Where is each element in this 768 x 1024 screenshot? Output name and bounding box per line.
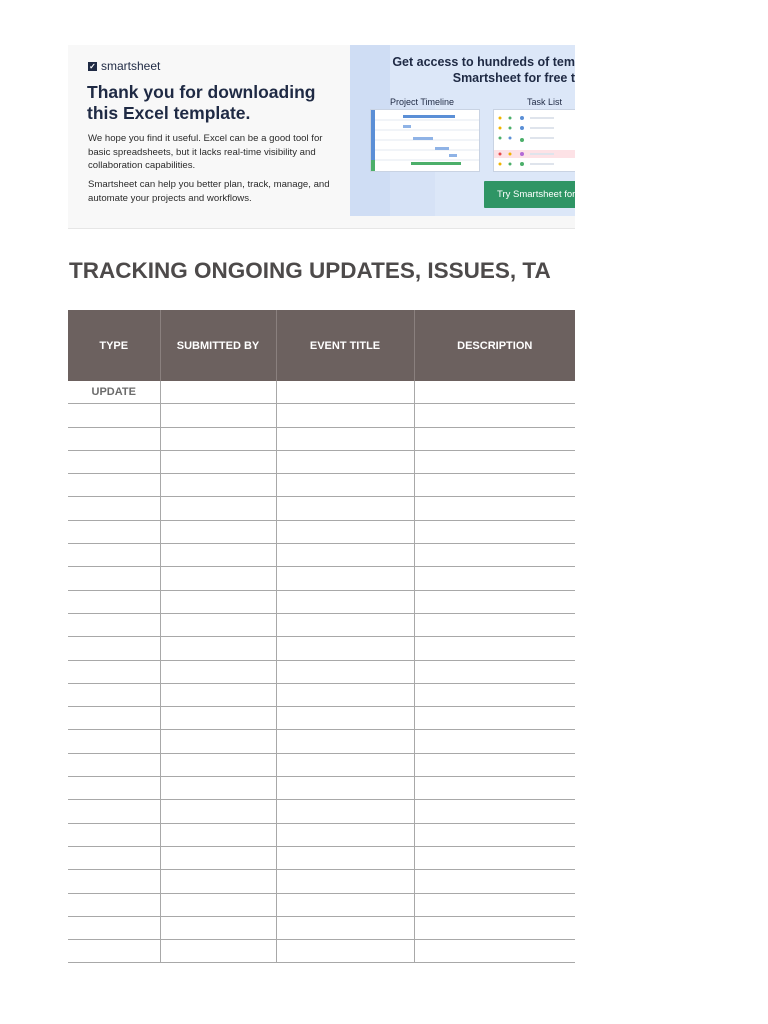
submitted-by-cell[interactable]: [160, 613, 276, 636]
type-cell[interactable]: [68, 916, 160, 939]
event-title-cell[interactable]: [276, 637, 414, 660]
event-title-cell[interactable]: [276, 660, 414, 683]
description-cell[interactable]: [414, 590, 575, 613]
description-cell[interactable]: [414, 450, 575, 473]
event-title-cell[interactable]: [276, 730, 414, 753]
event-title-cell[interactable]: [276, 753, 414, 776]
event-title-cell[interactable]: [276, 450, 414, 473]
submitted-by-cell[interactable]: [160, 497, 276, 520]
type-cell[interactable]: [68, 544, 160, 567]
description-cell[interactable]: [414, 497, 575, 520]
description-cell[interactable]: [414, 730, 575, 753]
column-header-description[interactable]: DESCRIPTION: [414, 310, 575, 381]
submitted-by-cell[interactable]: [160, 544, 276, 567]
type-cell[interactable]: [68, 683, 160, 706]
timeline-preview-graphic: [371, 110, 479, 171]
table-row: [68, 870, 575, 893]
table-row: [68, 916, 575, 939]
table-row: [68, 450, 575, 473]
table-row: [68, 613, 575, 636]
table-row: [68, 567, 575, 590]
table-row: [68, 474, 575, 497]
description-cell[interactable]: [414, 893, 575, 916]
promo-line-1: Get access to hundreds of tem: [392, 55, 575, 69]
submitted-by-cell[interactable]: [160, 707, 276, 730]
type-cell[interactable]: [68, 730, 160, 753]
banner-message-panel: [68, 45, 350, 228]
event-title-cell[interactable]: [276, 427, 414, 450]
table-body: [68, 381, 575, 963]
description-cell[interactable]: [414, 381, 575, 404]
type-cell[interactable]: [68, 404, 160, 427]
event-title-cell[interactable]: [276, 707, 414, 730]
promo-headline: [392, 54, 575, 86]
table-row: [68, 683, 575, 706]
column-header-type[interactable]: TYPE: [68, 310, 160, 381]
task-list-label: Task List: [527, 97, 563, 107]
table-row: [68, 544, 575, 567]
description-cell[interactable]: [414, 800, 575, 823]
event-title-cell[interactable]: [276, 940, 414, 963]
submitted-by-cell[interactable]: [160, 916, 276, 939]
description-cell[interactable]: [414, 544, 575, 567]
description-cell[interactable]: [414, 613, 575, 636]
submitted-by-cell[interactable]: [160, 940, 276, 963]
table-row: [68, 846, 575, 869]
type-cell[interactable]: [68, 940, 160, 963]
submitted-by-cell[interactable]: [160, 381, 276, 404]
checkbox-logo-icon: ✓: [89, 61, 96, 71]
submitted-by-cell[interactable]: [160, 404, 276, 427]
table-row: [68, 753, 575, 776]
thank-you-heading: Thank you for downloading this Excel template.: [87, 82, 316, 123]
table-row: [68, 777, 575, 800]
submitted-by-cell[interactable]: [160, 474, 276, 497]
table-row: [68, 404, 575, 427]
type-cell[interactable]: [68, 427, 160, 450]
description-cell[interactable]: [414, 870, 575, 893]
promo-line-2: Smartsheet for free t: [452, 71, 575, 85]
smartsheet-logo: [88, 59, 160, 73]
submitted-by-cell[interactable]: [160, 660, 276, 683]
type-cell[interactable]: [68, 753, 160, 776]
submitted-by-cell[interactable]: [160, 567, 276, 590]
table-row: [68, 800, 575, 823]
event-title-cell[interactable]: [276, 893, 414, 916]
description-cell[interactable]: [414, 637, 575, 660]
table-row: [68, 660, 575, 683]
column-header-submitted-by[interactable]: SUBMITTED BY: [160, 310, 276, 381]
description-cell[interactable]: [414, 660, 575, 683]
type-cell[interactable]: [68, 846, 160, 869]
try-smartsheet-button[interactable]: Try Smartsheet for: [484, 181, 575, 208]
submitted-by-cell[interactable]: [160, 450, 276, 473]
submitted-by-cell[interactable]: [160, 520, 276, 543]
submitted-by-cell[interactable]: [160, 590, 276, 613]
submitted-by-cell[interactable]: [160, 800, 276, 823]
project-timeline-label: Project Timeline: [390, 97, 455, 107]
event-title-cell[interactable]: [276, 590, 414, 613]
banner-paragraph-2: Smartsheet can help you better plan, track, manage, and automate your projects and workflows.: [88, 179, 330, 204]
table-row: [68, 497, 575, 520]
submitted-by-cell[interactable]: [160, 730, 276, 753]
table-row: [68, 893, 575, 916]
description-cell[interactable]: [414, 753, 575, 776]
tracking-table-container: [68, 310, 575, 963]
event-title-cell[interactable]: [276, 404, 414, 427]
description-cell[interactable]: [414, 707, 575, 730]
event-title-cell[interactable]: [276, 474, 414, 497]
submitted-by-cell[interactable]: [160, 777, 276, 800]
submitted-by-cell[interactable]: [160, 427, 276, 450]
tracking-table: [68, 310, 575, 963]
project-timeline-preview: [370, 109, 480, 172]
type-cell[interactable]: [68, 800, 160, 823]
description-cell[interactable]: [414, 846, 575, 869]
column-header-event-title[interactable]: EVENT TITLE: [276, 310, 414, 381]
type-cell[interactable]: [68, 613, 160, 636]
event-title-cell[interactable]: [276, 683, 414, 706]
banner-promo-panel: [350, 45, 575, 216]
table-row: [68, 823, 575, 846]
submitted-by-cell[interactable]: [160, 683, 276, 706]
type-cell[interactable]: [68, 777, 160, 800]
type-cell[interactable]: [68, 637, 160, 660]
submitted-by-cell[interactable]: [160, 893, 276, 916]
description-cell[interactable]: [414, 823, 575, 846]
table-row: [68, 590, 575, 613]
description-cell[interactable]: [414, 474, 575, 497]
event-title-cell[interactable]: [276, 544, 414, 567]
submitted-by-cell[interactable]: [160, 870, 276, 893]
description-cell[interactable]: [414, 777, 575, 800]
logo-text: smartsheet: [101, 59, 161, 73]
table-row: [68, 427, 575, 450]
type-cell[interactable]: [68, 893, 160, 916]
event-title-cell[interactable]: [276, 916, 414, 939]
table-row: [68, 381, 575, 404]
table-row: [68, 520, 575, 543]
event-title-cell[interactable]: [276, 613, 414, 636]
event-title-cell[interactable]: [276, 567, 414, 590]
type-cell[interactable]: [68, 567, 160, 590]
type-cell[interactable]: [68, 823, 160, 846]
table-row: [68, 940, 575, 963]
description-cell[interactable]: [414, 567, 575, 590]
table-row: [68, 637, 575, 660]
event-title-cell[interactable]: [276, 823, 414, 846]
submitted-by-cell[interactable]: [160, 753, 276, 776]
description-cell[interactable]: [414, 427, 575, 450]
description-cell[interactable]: [414, 916, 575, 939]
smartsheet-banner[interactable]: [68, 45, 575, 229]
table-row: [68, 707, 575, 730]
event-title-cell[interactable]: [276, 497, 414, 520]
type-cell[interactable]: [68, 590, 160, 613]
table-row: [68, 730, 575, 753]
submitted-by-cell[interactable]: [160, 823, 276, 846]
task-list-preview: [493, 109, 575, 172]
event-title-cell[interactable]: [276, 870, 414, 893]
description-cell[interactable]: [414, 520, 575, 543]
event-title-cell[interactable]: [276, 520, 414, 543]
event-title-cell[interactable]: [276, 846, 414, 869]
type-cell[interactable]: [68, 474, 160, 497]
event-title-cell[interactable]: [276, 777, 414, 800]
description-cell[interactable]: [414, 683, 575, 706]
submitted-by-cell[interactable]: [160, 637, 276, 660]
type-cell[interactable]: UPDATE: [68, 381, 160, 404]
description-cell[interactable]: [414, 404, 575, 427]
sheet-title: TRACKING ONGOING UPDATES, ISSUES, TA: [69, 258, 551, 283]
type-cell[interactable]: [68, 870, 160, 893]
description-cell[interactable]: [414, 940, 575, 963]
type-cell[interactable]: [68, 497, 160, 520]
banner-paragraph-1: We hope you find it useful. Excel can be a good tool for basic spreadsheets, but it lacks real-time visibility and collaboration capabilities.: [88, 133, 323, 171]
event-title-cell[interactable]: [276, 381, 414, 404]
submitted-by-cell[interactable]: [160, 846, 276, 869]
table-header-row: [68, 310, 575, 381]
tasklist-preview-graphic: [494, 110, 575, 171]
type-cell[interactable]: [68, 450, 160, 473]
type-cell[interactable]: [68, 660, 160, 683]
type-cell[interactable]: [68, 520, 160, 543]
event-title-cell[interactable]: [276, 800, 414, 823]
type-cell[interactable]: [68, 707, 160, 730]
